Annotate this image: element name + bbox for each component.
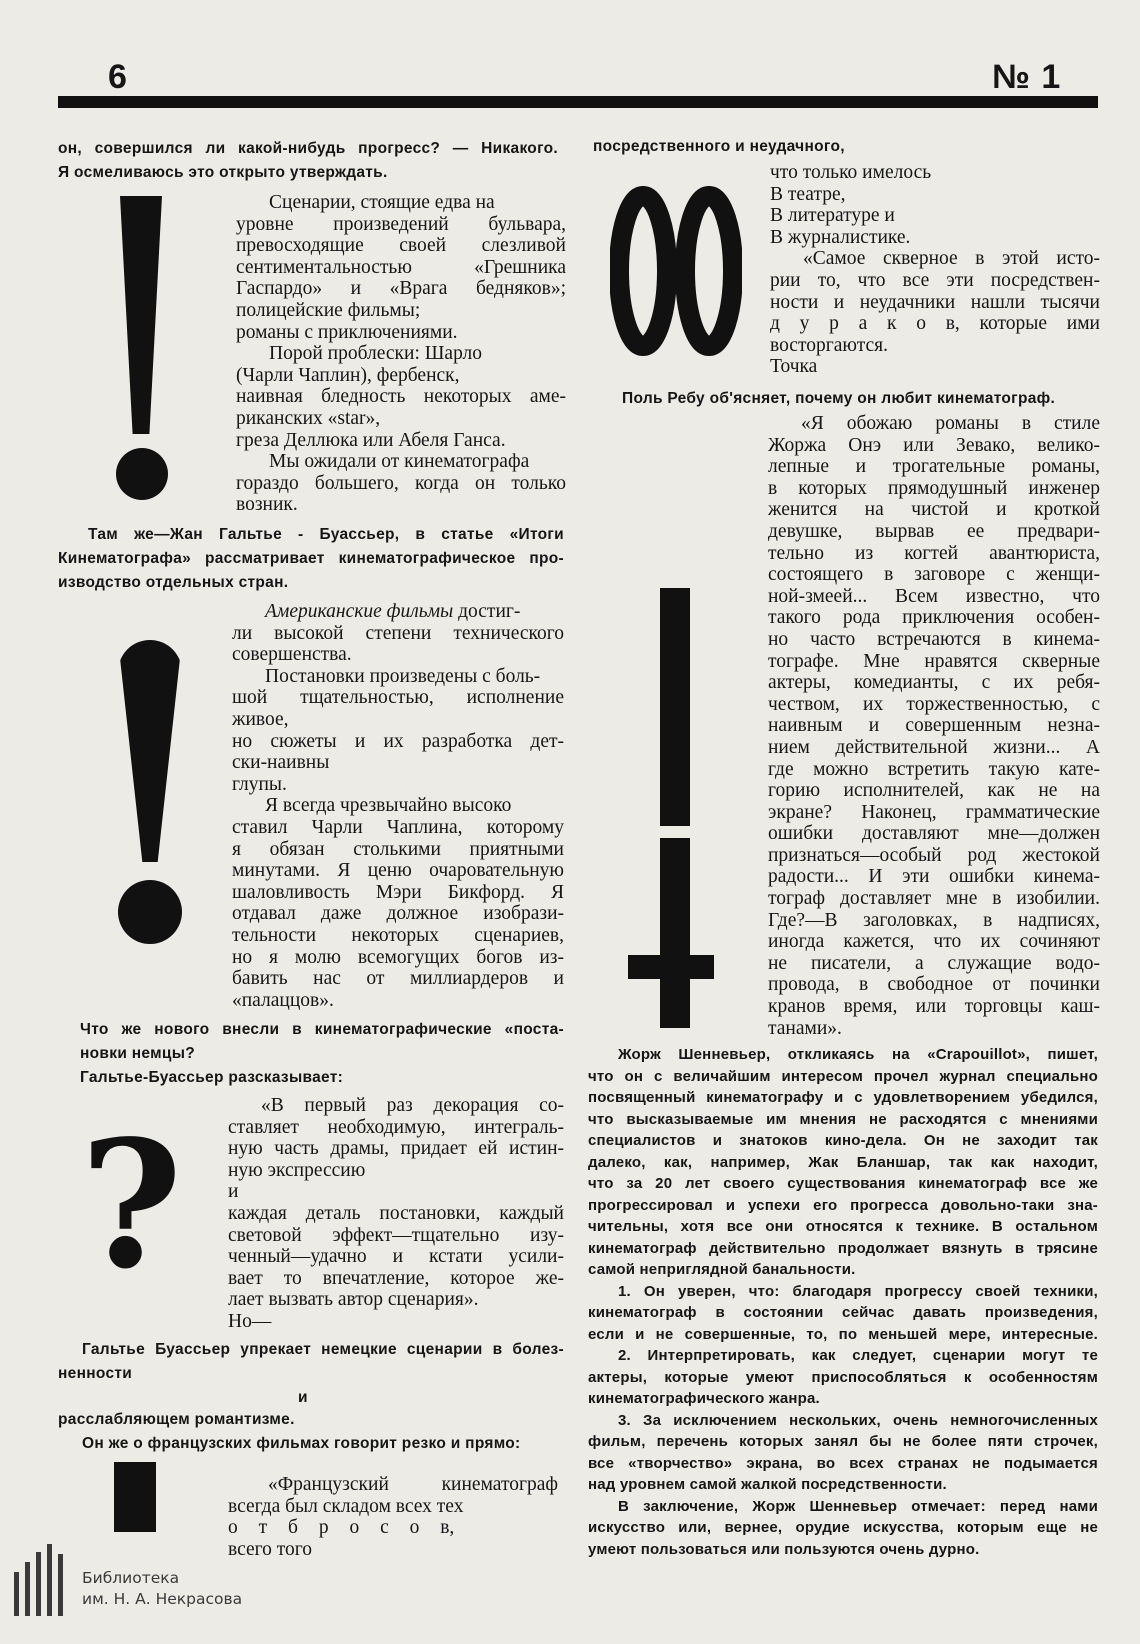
header-rule bbox=[58, 96, 1098, 108]
left-bold-3 bbox=[58, 1338, 564, 1456]
text-line: кранов время, или торговцы каш- bbox=[768, 996, 1100, 1018]
text-line: над уровнем самой жалкой посредственности. bbox=[588, 1476, 947, 1493]
exclamation-4-bar bbox=[660, 588, 690, 826]
library-name bbox=[82, 1568, 242, 1610]
text-line: актеры, которые умеют приспособляться к особенностям bbox=[588, 1368, 1098, 1386]
text-line: фильм, перечень которых занял бы не более пяти строчек, bbox=[588, 1433, 1098, 1450]
text-line: д у р а к о в, которые ими bbox=[770, 313, 1100, 335]
question-mark-glyph: ? bbox=[80, 1103, 183, 1308]
text-line: ски-наивны bbox=[232, 752, 330, 774]
text-line: ошибки доставляют мне—должен bbox=[768, 823, 1100, 845]
text-line: Но— bbox=[228, 1310, 272, 1332]
text-line: сентиментальностью «Грешника bbox=[236, 256, 566, 278]
text-line: он, совершился ли какой-нибудь прогресс? — Никакого. bbox=[58, 140, 558, 157]
text-line: Мы ожидали от кинематографа bbox=[269, 451, 530, 473]
exclamation-2-bar bbox=[118, 640, 182, 862]
text-line: не писатели, а служащие водо- bbox=[768, 952, 1100, 974]
text-line: полицейские фильмы; bbox=[236, 299, 421, 321]
text-line: Гаспардо» и «Врага бедняков»; bbox=[236, 278, 566, 300]
text-line: глупы. bbox=[232, 773, 287, 795]
text-line: если и не совершенные, то, по меньшей мере, интересные. bbox=[588, 1325, 1098, 1343]
text-line: В литературе и bbox=[770, 205, 895, 227]
text-line: но я молю всемогущих богов из- bbox=[232, 946, 564, 968]
text-line: риканских «star», bbox=[236, 407, 381, 429]
text-line: что за 20 лет своего существования кинематограф все же bbox=[588, 1175, 1098, 1192]
text-line: ной-змеей... Всем известно, что bbox=[768, 585, 1100, 607]
double-zero-glyph bbox=[610, 178, 742, 364]
text-line: ненности bbox=[58, 1365, 133, 1382]
right-top-line: посредственного и неудачного, bbox=[593, 138, 845, 155]
text-line: отдавал даже должное изобрази- bbox=[232, 903, 564, 925]
text-line: кинематограф в состоянии сейчас давать произведения, bbox=[588, 1304, 1098, 1321]
text-line: лает вызвать автор сценария». bbox=[228, 1289, 479, 1311]
text-line: всего того bbox=[228, 1538, 313, 1560]
left-block-4 bbox=[228, 1474, 558, 1560]
text-line: ставляет необходимую, интеграль- bbox=[228, 1116, 564, 1138]
text-line: ли высокой степени технического bbox=[232, 622, 564, 644]
text-line: световой эффект—тщательно изу- bbox=[228, 1224, 564, 1246]
text-line: изводство отдельных стран. bbox=[58, 574, 289, 591]
text-line: ную часть драмы, придает ей истин- bbox=[228, 1138, 564, 1160]
text-line: Порой проблески: Шарло bbox=[269, 343, 483, 365]
text-line: Он же о французских фильмах говорит резко и прямо: bbox=[82, 1435, 521, 1452]
text-line: совершенства. bbox=[232, 644, 352, 666]
text-line: шой тщательностью, исполнение bbox=[232, 687, 564, 709]
text-line: чеством, их торжественностью, с bbox=[768, 693, 1100, 715]
text-line: бавить нас от миллиардеров и bbox=[232, 968, 564, 990]
text-line: Я всегда чрезвычайно высоко bbox=[265, 795, 512, 817]
zero-glyph-1 bbox=[619, 196, 667, 346]
text-line: минутами. Я ценю очаровательную bbox=[232, 860, 564, 882]
text-line: ченный—удачно и кстати усили- bbox=[228, 1246, 564, 1268]
text-line: Кинематографа» рассматривает кинематографическое про- bbox=[58, 550, 564, 567]
text-line: Сценарии, стоящие едва на bbox=[269, 192, 495, 213]
text-line: тельно из когтей авантюриста, bbox=[768, 542, 1100, 564]
library-name-line: Библиотека bbox=[82, 1569, 180, 1587]
left-bold-2 bbox=[80, 1018, 564, 1090]
text-line: девушке, вырвав ее предвари- bbox=[768, 520, 1100, 542]
text-line: уровне произведений бульвара, bbox=[236, 213, 566, 235]
text-line: рии то, что все эти посредствен- bbox=[770, 269, 1100, 291]
text-line: расслабляющем романтизме. bbox=[58, 1411, 295, 1428]
text-line: признаться—особый род жестокой bbox=[768, 844, 1100, 866]
text-line: кинематографического жанра. bbox=[588, 1390, 820, 1407]
text-line: «Я обожаю романы в стиле bbox=[801, 413, 1100, 434]
left-block-1 bbox=[236, 192, 566, 516]
text-line: Постановки произведены с боль- bbox=[265, 665, 541, 687]
text-line: ности и неудачники нашли тысячи bbox=[770, 291, 1100, 313]
text-line: «Французский кинематограф bbox=[268, 1474, 558, 1495]
text-line: Я осмеливаюсь это открыто утверждать. bbox=[58, 164, 388, 181]
text-line: 2. Интерпретировать, как следует, сценарии могут те bbox=[618, 1347, 1098, 1364]
text-line: что высказываемые им мнения не расходятся с мнениями bbox=[588, 1110, 1098, 1128]
text-line: Там же—Жан Гальтье - Буассьер, в статье «Итоги bbox=[88, 526, 564, 543]
text-line: о т б р о с о в, bbox=[228, 1517, 455, 1539]
text-line: Точка bbox=[770, 356, 818, 378]
text-line: ставил Чарли Чаплина, которому bbox=[232, 816, 564, 838]
text-line: «палаццов». bbox=[232, 989, 334, 1011]
page-number: 6 bbox=[108, 58, 128, 96]
text-line: В журналистике. bbox=[770, 226, 911, 248]
text-line bbox=[232, 601, 564, 623]
zero-glyph-2 bbox=[685, 196, 733, 346]
text-line: возник. bbox=[236, 494, 298, 516]
right-bold-2 bbox=[588, 1044, 1098, 1560]
text-line: (Чарли Чаплин), фербенск, bbox=[236, 364, 460, 386]
right-block-1 bbox=[770, 162, 1100, 378]
text-line: посвященный кинематографу и с удовлетворением убедился, bbox=[588, 1089, 1098, 1106]
text-line: греза Деллюка или Абеля Ганса. bbox=[236, 429, 506, 451]
text-line: в которых прямодушный инженер bbox=[768, 477, 1100, 499]
text-line: гораздо большего, когда он только bbox=[236, 472, 566, 494]
issue-number: № 1 bbox=[992, 58, 1062, 96]
text-line: кинематограф действительно продолжает вязнуть в трясине bbox=[588, 1239, 1098, 1257]
left-block-3 bbox=[228, 1095, 564, 1333]
left-block-2 bbox=[232, 601, 564, 1011]
exclamation-1-dot bbox=[116, 448, 168, 500]
text-line: иногда кажется, что их сочиняют bbox=[768, 931, 1100, 953]
text-line: горию исполнителей, как не на bbox=[768, 780, 1100, 802]
cross-glyph-vertical bbox=[660, 838, 690, 1028]
text-line: танами». bbox=[768, 1017, 842, 1039]
exclamation-3-bar bbox=[114, 1462, 156, 1532]
text-line: умеют пользоваться или пользуются очень дурно. bbox=[588, 1540, 980, 1558]
text-line: женится на чистой и кроткой bbox=[768, 499, 1100, 521]
text-line: но сюжеты и их разработка дет- bbox=[232, 730, 564, 752]
text-line: шаловливость Мэри Бикфорд. Я bbox=[232, 881, 564, 903]
exclamation-2-dot bbox=[118, 880, 182, 944]
text-line: где можно встретить такую кате- bbox=[768, 758, 1100, 780]
logo-bar bbox=[25, 1562, 30, 1616]
text-line: ную экспрессию bbox=[228, 1159, 366, 1181]
text-line: «Самое скверное в этой исто- bbox=[803, 248, 1100, 270]
text-line: чительны, хотя все они относятся к технике. В остальном bbox=[588, 1218, 1098, 1235]
text-italic: Американские фильмы bbox=[265, 601, 454, 622]
text-line: превосходящие своей слезливой bbox=[236, 235, 566, 257]
text-line: наивным и совершенным незна- bbox=[768, 715, 1100, 737]
text-line: новки немцы? bbox=[80, 1045, 196, 1062]
logo-bar bbox=[14, 1572, 19, 1616]
text-line: романы с приключениями. bbox=[236, 321, 458, 343]
text-line: актеры, комедианты, с их ребя- bbox=[768, 672, 1100, 694]
text-line: далеко, как, например, Жак Бланшар, так как находит, bbox=[588, 1153, 1098, 1171]
right-bold-1: Поль Ребу об'ясняет, почему он любит кинематограф. bbox=[622, 390, 1056, 407]
text-line: «В первый раз декорация со- bbox=[261, 1095, 564, 1116]
text-line: состоящего в заговоре с женщи- bbox=[768, 564, 1100, 586]
text-line: Что же нового внесли в кинематографические «поста- bbox=[80, 1021, 564, 1038]
text-line: радости... И эти ошибки кинема- bbox=[768, 866, 1100, 888]
text-line: и bbox=[298, 1389, 308, 1406]
text-line: В театре, bbox=[770, 183, 846, 205]
text-line: Гальтье-Буассьер разсказывает: bbox=[80, 1069, 344, 1086]
text-line: тограф доставляет мне в изобилии. bbox=[768, 888, 1100, 910]
left-bold-1 bbox=[58, 523, 564, 595]
text-line: тографе. Мне нравятся скверные bbox=[768, 650, 1100, 672]
text-line: наивная бледность некоторых аме- bbox=[236, 386, 566, 408]
text-line: 3. За исключением нескольких, очень немногочисленных bbox=[618, 1411, 1098, 1429]
text-line: В заключение, Жорж Шенневьер отмечает: перед нами bbox=[618, 1497, 1098, 1515]
text-line: и bbox=[228, 1181, 239, 1203]
text-line: Жоржа Онэ или Зевако, велико- bbox=[768, 434, 1100, 456]
text-line: искусство или, вернее, орудие искусства, которым еще не bbox=[588, 1519, 1098, 1536]
text-line: что только имелось bbox=[770, 162, 932, 183]
text-line: провода, в свободное от починки bbox=[768, 974, 1100, 996]
text-line: лепные и трогательные романы, bbox=[768, 456, 1100, 478]
text-line: нием действительной жизни... А bbox=[768, 736, 1100, 758]
library-name-line: им. Н. А. Некрасова bbox=[82, 1590, 243, 1608]
text-line: что он с величайшим интересом прочел журнал специально bbox=[588, 1067, 1098, 1085]
text-line: 1. Он уверен, что: благодаря прогрессу своей техники, bbox=[618, 1282, 1098, 1300]
text-line: прогрессировал и успехи его прогресса довольно-таки зна- bbox=[588, 1196, 1098, 1214]
text-line: тельности некоторых сценариев, bbox=[232, 924, 564, 946]
text-line: я обязан столькими приятными bbox=[232, 838, 564, 860]
text-line: каждая деталь постановки, каждый bbox=[228, 1202, 564, 1224]
text-rest: достиг- bbox=[453, 601, 521, 622]
text-line: такого рода приключения особен- bbox=[768, 607, 1100, 629]
text-line: всегда был складом всех тех bbox=[228, 1495, 464, 1517]
exclamation-1-bar bbox=[120, 196, 162, 434]
text-line: специалистов и знатоков кино-дела. Он не заходит так bbox=[588, 1132, 1098, 1149]
logo-bar bbox=[47, 1544, 52, 1616]
text-line: Где?—В заголовках, в надписях, bbox=[768, 909, 1100, 931]
right-block-2 bbox=[768, 413, 1100, 1039]
text-line: все «творчество» экрана, во всех странах не подымается bbox=[588, 1454, 1098, 1472]
logo-bar bbox=[36, 1552, 41, 1616]
text-line: Жорж Шенневьер, откликаясь на «Crapouillot», пишет, bbox=[618, 1046, 1098, 1063]
left-intro bbox=[58, 137, 558, 185]
text-line: восторгаются. bbox=[770, 334, 888, 356]
text-line: вает то впечатление, которое же- bbox=[228, 1267, 564, 1289]
text-line: Гальтье Буассьер упрекает немецкие сценарии в болез- bbox=[82, 1341, 564, 1358]
logo-bar bbox=[58, 1554, 63, 1616]
text-line: но часто встречаются в кинема- bbox=[768, 628, 1100, 650]
text-line: живое, bbox=[232, 708, 289, 730]
text-line: самой неприглядной банальности. bbox=[588, 1261, 856, 1278]
text-line: экране? Наконец, грамматические bbox=[768, 801, 1100, 823]
cross-glyph-horizontal bbox=[628, 955, 714, 979]
